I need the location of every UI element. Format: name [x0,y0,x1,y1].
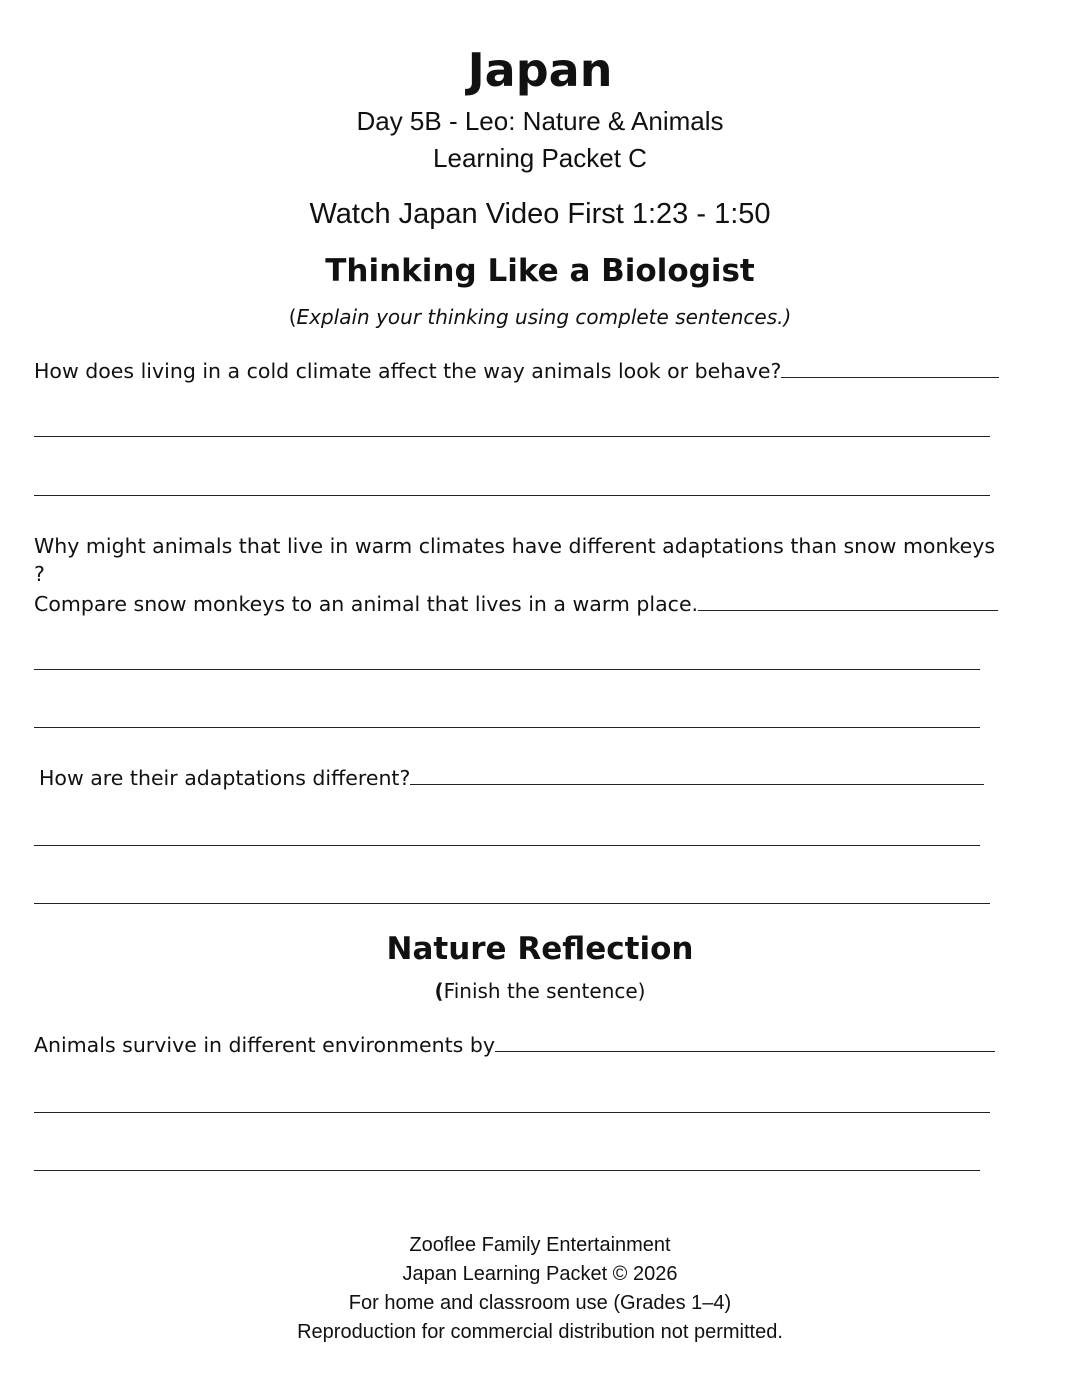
footer-usage: For home and classroom use (Grades 1–4) [348,1292,732,1314]
question-3-text: How are their adaptations different? [39,766,411,790]
reflection-prompt-text: Animals survive in different environments by [34,1033,496,1057]
reflection-instruction-text: Finish the sentence) [443,979,646,1003]
section-heading-reflection: Nature Reflection [386,931,694,967]
question-1 [34,357,999,385]
day-subtitle: Day 5B - Leo: Nature & Animals [356,106,724,136]
question-2-compare [34,590,998,618]
watch-video-instruction: Watch Japan Video First 1:23 - 1:50 [309,198,771,230]
question-3 [39,764,984,792]
page-title: Japan [467,43,613,97]
answer-line-reflection-a[interactable] [34,1112,990,1113]
answer-line-reflection-b[interactable] [34,1170,980,1171]
question-2-line-1: Why might animals that live in warm climates have different adaptations than snow monkeys [34,534,996,558]
section-heading-biologist: Thinking Like a Biologist [325,253,755,289]
answer-line-q1-b[interactable] [34,495,990,496]
instruction-text: Explain your thinking using complete sentences.) [296,305,792,329]
instruction-open-paren: ( [288,305,297,329]
answer-line-q2-a[interactable] [34,669,980,670]
question-2-line-2: ? [34,562,45,586]
footer-copyright: Japan Learning Packet © 2026 [402,1263,678,1285]
section-instruction-reflection [0,977,1080,1005]
question-2-compare-text: Compare snow monkeys to an animal that lives in a warm place. [34,592,699,616]
question-1-text: How does living in a cold climate affect the way animals look or behave? [34,359,782,383]
footer-company: Zooflee Family Entertainment [409,1234,671,1256]
answer-line-q2-b[interactable] [34,727,980,728]
answer-line-q3-b[interactable] [34,903,990,904]
answer-blank-q3-inline[interactable] [410,766,984,785]
answer-blank-reflection-inline[interactable] [495,1033,995,1052]
reflection-open-paren: ( [434,979,444,1003]
reflection-prompt [34,1031,995,1059]
answer-blank-q2-inline[interactable] [698,592,998,611]
packet-subtitle: Learning Packet C [433,143,647,173]
answer-blank-q1-inline[interactable] [781,359,999,378]
footer-reproduction-notice: Reproduction for commercial distribution not permitted. [297,1321,783,1343]
answer-line-q3-a[interactable] [34,845,980,846]
answer-line-q1-a[interactable] [34,436,990,437]
section-instruction-biologist [0,303,1080,331]
